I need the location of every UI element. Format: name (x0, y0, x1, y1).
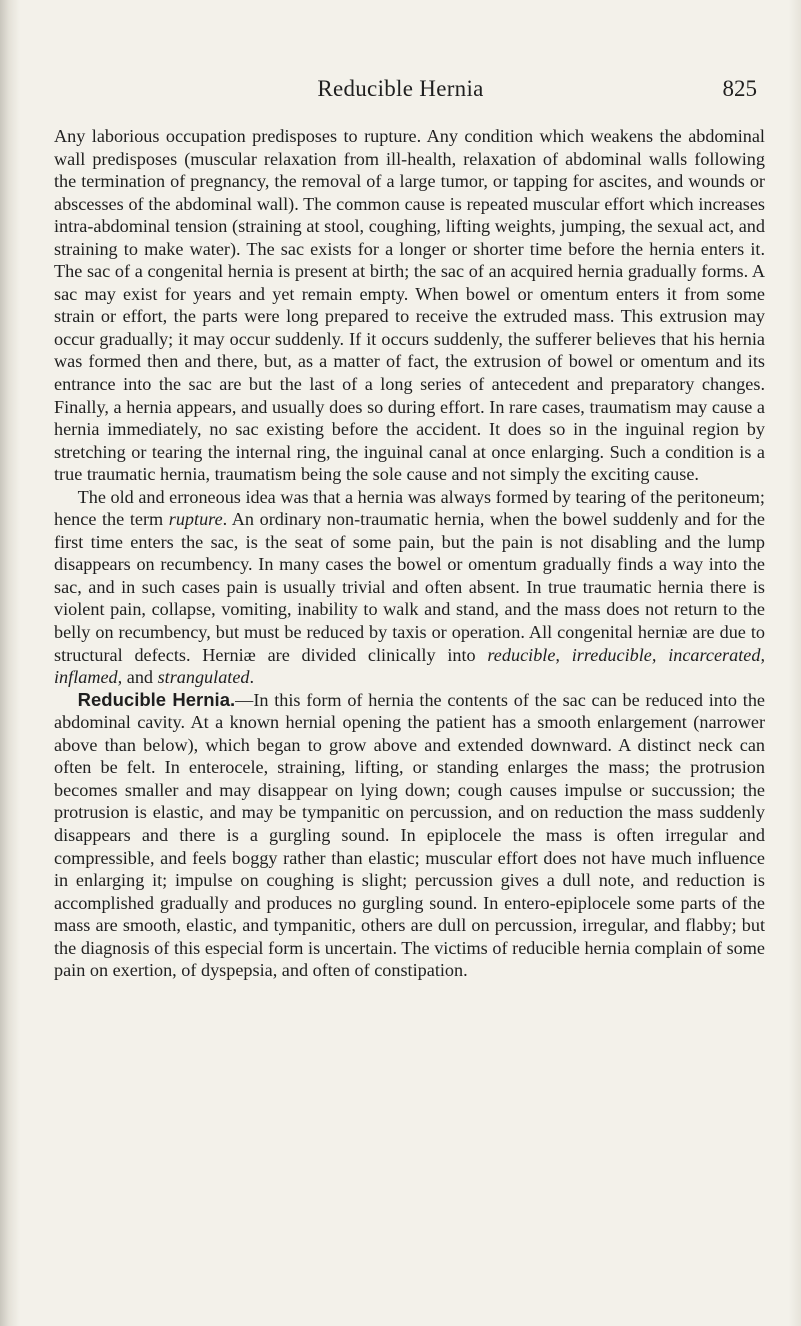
section-heading: Reducible Hernia. (77, 688, 236, 710)
paragraph-text: . An ordinary non-traumatic hernia, when the bowel suddenly and for the first time enters the sac, is the seat of some pain, but the pain is not disabling and the lump disappears on recumbency. In many cases the bowel or omentum gradually finds a way into the sac, and in such cases pain is usually trivial and often absent. In true traumatic hernia there is violent pain, collapse, vomiting, inability to walk and stand, and the mass does not return to the belly on recumbency, but must be reduced by taxis or operation. All congenital herniæ are due to structural defects. Herniæ are divided clinically into (54, 509, 765, 665)
hernia-types: reducible, irreducible, incarcerated, inflamed, (54, 644, 765, 688)
page-binding-shadow (0, 0, 20, 1326)
paragraph-text: —In this form of hernia the contents of the sac can be reduced into the abdominal cavity. At a known hernial opening the patient has a smooth enlargement (narrower above than below), which began to grow above and extended downward. A distinct neck can often be felt. In enterocele, straining, lifting, or standing enlarges the mass; the protrusion becomes smaller and may disappear on lying down; cough causes impulse or succussion; the protrusion is elastic, and may be tympanitic on percussion, and on reduction the mass suddenly disappears and there is a gurgling sound. In epiplocele the mass is often irregular and compressible, and feels boggy rather than elastic; muscular effort does not have much influence in enlarging it; impulse on coughing is slight; percussion gives a dull note, and reduction is accomplished gradually and produces no gurgling sound. In entero-epiplocele some parts of the mass are smooth, elastic, and tympanitic, others are dull on percussion, irregular, and flabby; but the diagnosis of this especial form is uncertain. The victims of reducible hernia complain of some pain on exertion, of dyspepsia, and often of constipation. (54, 689, 765, 981)
running-title: Reducible Hernia (317, 76, 484, 101)
paragraph-reducible-hernia (54, 689, 765, 982)
paragraph-text: The old and erroneous idea was that a hernia was always formed by tearing of the peritoneum; hence the term (54, 486, 765, 530)
running-head (0, 76, 801, 106)
paragraph-text: . (249, 667, 255, 688)
page-edge-shadow (789, 0, 801, 1326)
paragraph-text: and (122, 667, 158, 688)
body-text (54, 125, 765, 982)
hernia-type-strangulated: strangulated (157, 667, 250, 688)
term-rupture: rupture (168, 509, 223, 530)
page-number: 825 (722, 76, 757, 101)
paragraph-rupture-idea (54, 486, 765, 689)
paragraph-predisposing-causes: Any laborious occupation predisposes to rupture. Any condition which weakens the abdominal wall predisposes (muscular relaxation from ill-health, relaxation of abdominal walls following the termination of pregnancy, the removal of a large tumor, or tapping for ascites, and wounds or abscesses of the abdominal wall). The common cause is repeated muscular effort which increases intra-abdominal tension (straining at stool, coughing, lifting weights, jumping, the sexual act, and straining to make water). The sac exists for a longer or shorter time before the hernia enters it. The sac of a congenital hernia is present at birth; the sac of an acquired hernia gradually forms. A sac may exist for years and yet remain empty. When bowel or omentum enters it from some strain or effort, the parts were long prepared to receive the extruded mass. This extrusion may occur gradually; it may occur suddenly. If it occurs suddenly, the sufferer believes that his hernia was formed then and there, but, as a matter of fact, the extrusion of bowel or omentum and its entrance into the sac are but the last of a long series of antecedent and preparatory changes. Finally, a hernia appears, and usually does so during effort. In rare cases, traumatism may cause a hernia immediately, no sac existing before the accident. It does so in the inguinal region by stretching or tearing the internal ring, the inguinal canal at once enlarging. Such a condition is a true traumatic hernia, traumatism being the sole cause and not simply the exciting cause. (54, 126, 765, 485)
